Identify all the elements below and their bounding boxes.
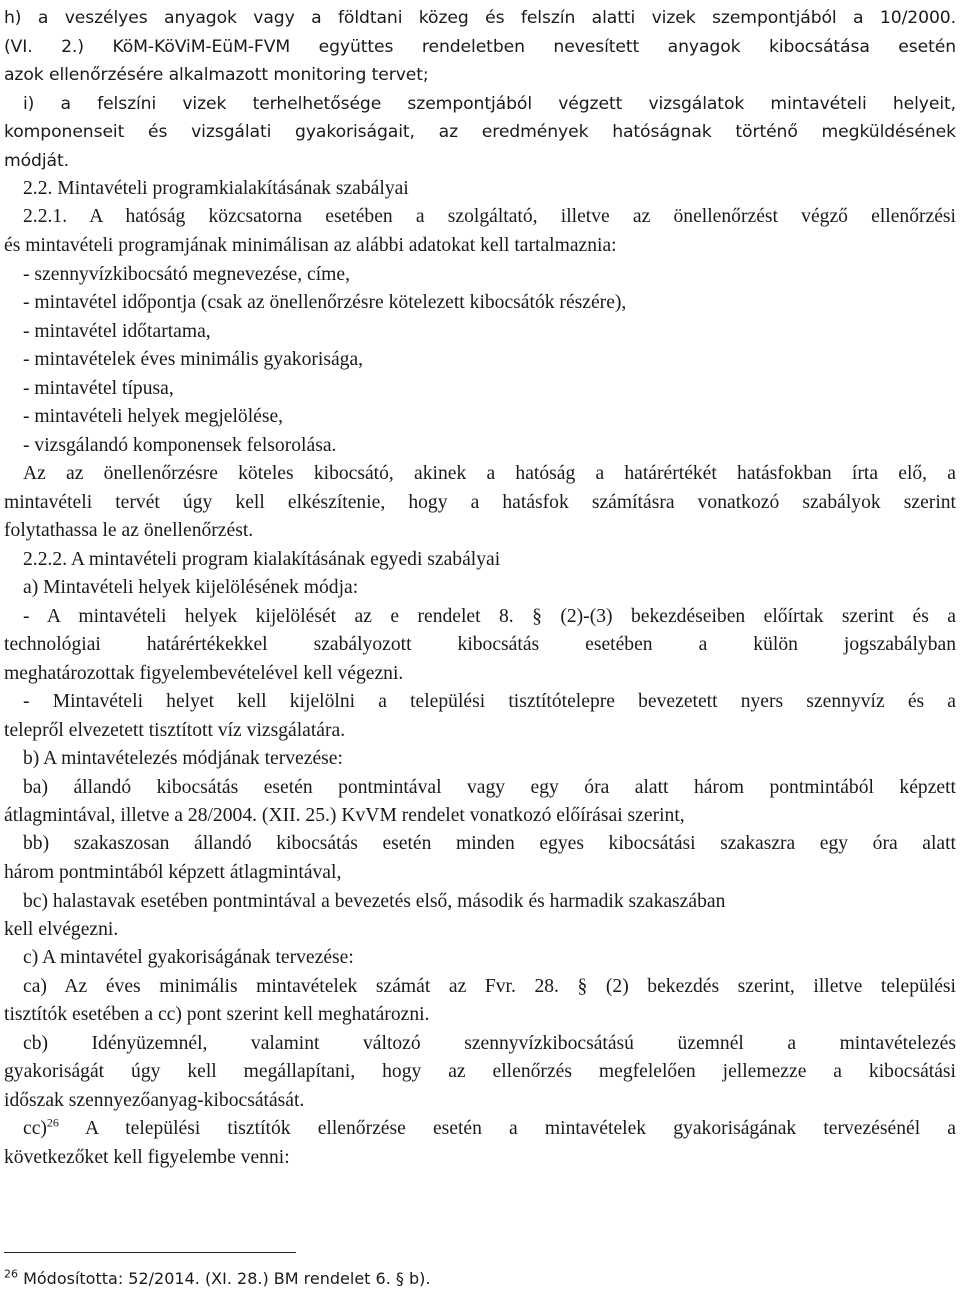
line-text: - Mintavételi helyet kell kijelölni a települési tisztítótelepre bevezetett nyers szennyvíz és a <box>23 691 956 712</box>
line-text: i) a felszíni vizek terhelhetősége szempontjából végzett vizsgálatok mintavételi helyeit, <box>23 94 956 114</box>
line-text: - szennyvízkibocsátó megnevezése, címe, <box>23 264 350 285</box>
text-line <box>4 403 956 431</box>
line-text: módját. <box>4 151 69 171</box>
line-text: Az az önellenőrzésre köteles kibocsátó, akinek a hatóság a határértékét hatásfokban írta elő, a <box>23 463 956 484</box>
text-line <box>4 802 956 830</box>
text-line <box>4 346 956 374</box>
line-text: - mintavétel időpontja (csak az önellenőrzésre kötelezett kibocsátók részére), <box>23 292 627 313</box>
line-text: komponenseit és vizsgálati gyakoriságait, az eredmények hatóságnak történő megküldésének <box>4 122 956 142</box>
line-text: 2.2. Mintavételi programkialakításának szabályai <box>23 178 409 199</box>
line-text: technológiai határértékekkel szabályozott kibocsátás esetében a külön jogszabályban <box>4 634 956 655</box>
line-text: bb) szakaszosan állandó kibocsátás esetén minden egyes kibocsátási szakaszra egy óra alatt <box>23 833 956 854</box>
line-text: - A mintavételi helyek kijelölését az e rendelet 8. § (2)-(3) bekezdéseiben előírtak szerint és a <box>23 606 956 627</box>
text-line <box>4 90 956 118</box>
text-line <box>4 717 956 745</box>
footnote-marker: 26 <box>4 1267 18 1281</box>
text-line <box>4 232 956 260</box>
text-line <box>4 688 956 716</box>
text-line <box>4 460 956 488</box>
line-text: gyakoriságát úgy kell megállapítani, hogy az ellenőrzés megfelelően jellemezze a kibocsátási <box>4 1061 956 1082</box>
footnote-text: Módosította: 52/2014. (XI. 28.) BM rendelet 6. § b). <box>18 1269 431 1288</box>
line-text: telepről elvezetett tisztított víz vizsgálatára. <box>4 720 346 741</box>
text-line <box>4 745 956 773</box>
text-line <box>4 603 956 631</box>
line-text: a) Mintavételi helyek kijelölésének módja: <box>23 577 359 598</box>
line-text: kell elvégezni. <box>4 919 119 940</box>
line-text: ca) Az éves minimális mintavételek számát az Fvr. 28. § (2) bekezdés szerint, illetve települési <box>23 976 956 997</box>
text-line <box>4 118 956 146</box>
line-text: tisztítók esetében a cc) pont szerint kell meghatározni. <box>4 1004 430 1025</box>
line-text: - mintavétel időtartama, <box>23 321 211 342</box>
text-line <box>4 489 956 517</box>
line-text: - mintavételi helyek megjelölése, <box>23 406 284 427</box>
footnote-separator <box>4 1252 296 1253</box>
line-text: A települési tisztítók ellenőrzése esetén a mintavételek gyakoriságának tervezésénél a <box>84 1118 956 1139</box>
text-line <box>4 175 956 203</box>
line-text: következőket kell figyelembe venni: <box>4 1147 290 1168</box>
text-line <box>4 1087 956 1115</box>
text-line <box>4 147 956 175</box>
text-line <box>4 203 956 231</box>
line-text: azok ellenőrzésére alkalmazott monitoring tervet; <box>4 65 429 85</box>
text-line <box>4 774 956 802</box>
text-line <box>4 660 956 688</box>
line-text: időszak szennyezőanyag-kibocsátását. <box>4 1090 305 1111</box>
text-line <box>4 4 956 32</box>
line-text: b) A mintavételezés módjának tervezése: <box>23 748 343 769</box>
item-label: cc) <box>23 1118 47 1139</box>
line-text: c) A mintavétel gyakoriságának tervezése: <box>23 947 354 968</box>
line-text: és mintavételi programjának minimálisan az alábbi adatokat kell tartalmaznia: <box>4 235 617 256</box>
text-line <box>4 318 956 346</box>
text-line <box>4 289 956 317</box>
text-line <box>4 916 956 944</box>
line-text: - vizsgálandó komponensek felsorolása. <box>23 435 337 456</box>
text-line <box>4 1144 956 1172</box>
line-text: cb) Idényüzemnél, valamint változó szennyvízkibocsátású üzemnél a mintavételezés <box>23 1033 956 1054</box>
line-text: átlagmintával, illetve a 28/2004. (XII. 25.) KvVM rendelet vonatkozó előírásai szerint, <box>4 805 685 826</box>
text-line <box>4 1030 956 1058</box>
text-line <box>4 574 956 602</box>
line-text: - mintavétel típusa, <box>23 378 174 399</box>
line-text: folytathassa le az önellenőrzést. <box>4 520 254 541</box>
text-line <box>4 33 956 61</box>
text-line <box>4 830 956 858</box>
line-text: meghatározottak figyelembevételével kell végezni. <box>4 663 404 684</box>
line-text: 2.2.2. A mintavételi program kialakításának egyedi szabályai <box>23 549 501 570</box>
line-text: 2.2.1. A hatóság közcsatorna esetében a szolgáltató, illetve az önellenőrzést végző ellenőrzési <box>23 206 956 227</box>
text-line <box>4 1115 956 1143</box>
footnote <box>4 1266 430 1292</box>
footnote-reference: 26 <box>46 1115 59 1130</box>
line-text: bc) halastavak esetében pontmintával a bevezetés első, második és harmadik szakaszában <box>23 891 726 912</box>
text-line <box>4 973 956 1001</box>
text-line <box>4 546 956 574</box>
line-text: mintavételi tervét úgy kell elkészítenie, hogy a hatásfok számításra vonatkozó szabályok szerint <box>4 492 956 513</box>
text-line <box>4 888 956 916</box>
line-text: - mintavételek éves minimális gyakorisága, <box>23 349 364 370</box>
line-text: h) a veszélyes anyagok vagy a földtani közeg és felszín alatti vizek szempontjából a 10/2000. <box>4 8 956 28</box>
line-text: (VI. 2.) KöM-KöViM-EüM-FVM együttes rendeletben nevesített anyagok kibocsátása esetén <box>4 37 956 57</box>
text-line <box>4 1058 956 1086</box>
line-text: három pontmintából képzett átlagmintával, <box>4 862 342 883</box>
text-line <box>4 859 956 887</box>
text-line <box>4 61 956 89</box>
text-line <box>4 261 956 289</box>
text-line <box>4 432 956 460</box>
text-line <box>4 517 956 545</box>
text-line <box>4 1001 956 1029</box>
line-text: ba) állandó kibocsátás esetén pontmintával vagy egy óra alatt három pontmintából képzett <box>23 777 956 798</box>
text-line <box>4 944 956 972</box>
text-line <box>4 631 956 659</box>
text-line <box>4 375 956 403</box>
